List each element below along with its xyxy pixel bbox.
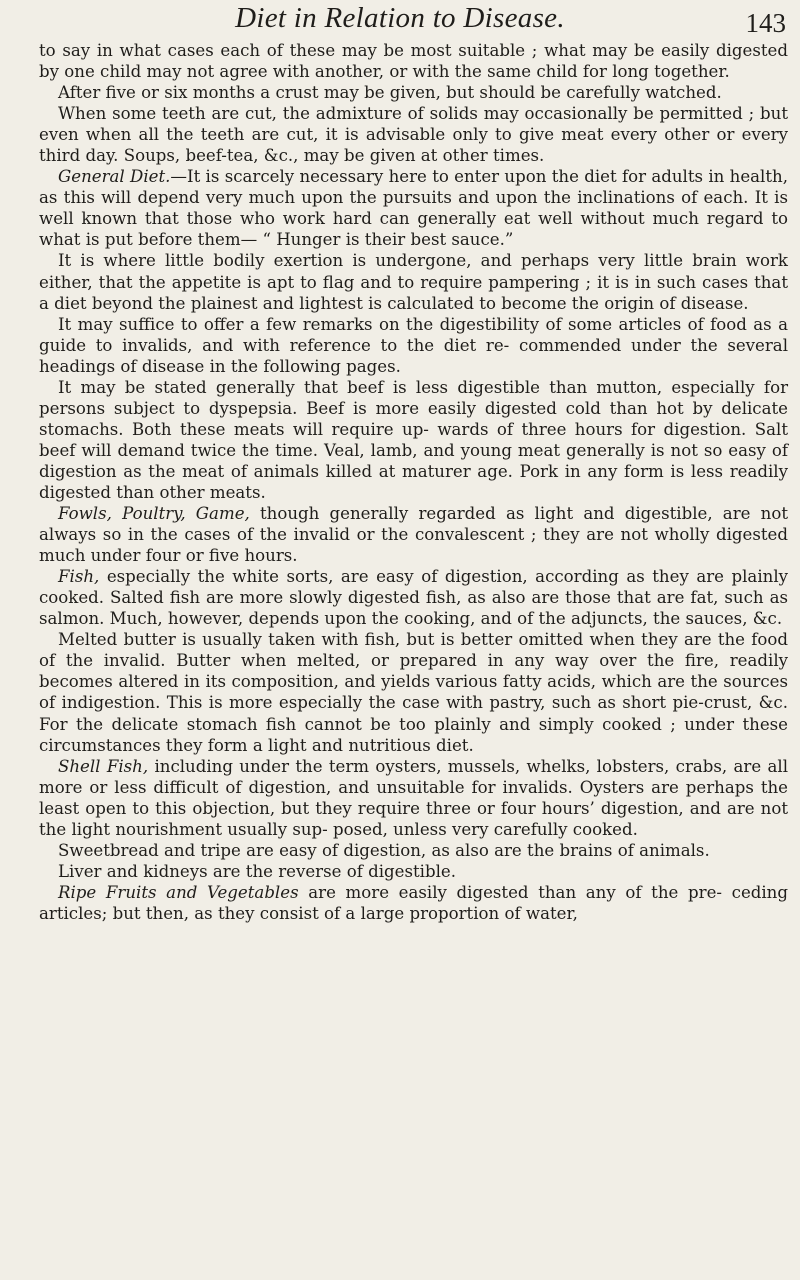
- paragraph-text: It may be stated generally that beef is less digestible than mutton, especially for persons subject to dyspepsia. Beef is more easily digested cold than hot by delicate stomachs. Both these meats will require up- wards of three hours for digestion. Salt beef will demand twice the time. Veal, lamb, and young meat generally is not so easy of digestion as the meat of animals killed at maturer age. Pork in any form is less readily digested than other meats.: [39, 377, 788, 502]
- section-heading: Ripe Fruits and Vegetables: [58, 882, 299, 902]
- paragraph: [39, 82, 788, 103]
- paragraph: [39, 250, 788, 313]
- paragraph: [39, 840, 788, 861]
- paragraph: [39, 566, 788, 629]
- paragraph-text: are more easily digested than any of the pre- ceding articles; but then, as they consist of a large proportion of water,: [39, 882, 788, 923]
- paragraph-text: especially the white sorts, are easy of digestion, according as they are plainly cooked. Salted fish are more slowly digested fish, as also are those that are fat, such as salmon. Much, however, depends upon the cooking, and of the adjuncts, the sauces, &c.: [39, 567, 788, 629]
- section-heading: General Diet.: [58, 167, 171, 187]
- paragraph-text: Melted butter is usually taken with fish, but is better omitted when they are the food of the invalid. Butter when melted, or prepared in any way over the fire, readily becomes altered in its composition, and yields various fatty acids, which are the sources of indigestion. This is more especially the case with pastry, such as short pie-crust, &c. For the delicate stomach fish cannot be too plainly and simply cooked ; under these circumstances they form a light and nutritious diet.: [39, 630, 788, 755]
- paragraph-text: After five or six months a crust may be given, but should be carefully watched.: [58, 83, 722, 103]
- paragraph-text: It may suffice to offer a few remarks on the digestibility of some articles of food as a guide to invalids, and with reference to the diet re- commended under the several headings of disease in the following pages.: [39, 314, 788, 376]
- paragraph-text: When some teeth are cut, the admixture of solids may occasionally be permitted ; but even when all the teeth are cut, it is advisable only to give meat every other or every third day. Soups, beef-tea, &c., may be given at other times.: [39, 104, 788, 166]
- paragraph: [39, 882, 788, 924]
- paragraph: [39, 861, 788, 882]
- page-number: 143: [745, 8, 786, 38]
- section-heading: Fish,: [58, 567, 100, 587]
- section-heading: Shell Fish,: [58, 756, 149, 776]
- section-heading: Fowls, Poultry, Game,: [58, 504, 250, 524]
- paragraph: [39, 503, 788, 566]
- paragraph: [39, 756, 788, 840]
- running-head: Diet in Relation to Disease.: [235, 2, 565, 34]
- paragraph-text: to say in what cases each of these may be most suitable ; what may be easily digested by one child may not agree with another, or with the same child for long together.: [39, 41, 788, 82]
- paragraph: [39, 40, 788, 82]
- paragraph: [39, 314, 788, 377]
- body-text: [39, 40, 788, 924]
- paragraph-text: Sweetbread and tripe are easy of digestion, as also are the brains of animals.: [58, 840, 710, 860]
- paragraph: [39, 166, 788, 250]
- paragraph-text: though generally regarded as light and digestible, are not always so in the cases of the invalid or the convalescent ; they are not wholly digested much under four or five hours.: [39, 504, 788, 566]
- page-header: [0, 0, 800, 40]
- paragraph: [39, 629, 788, 755]
- paragraph: [39, 103, 788, 166]
- paragraph-text: —It is scarcely necessary here to enter upon the diet for adults in health, as this will depend very much upon the pursuits and upon the inclinations of each. It is well known that those who work hard can generally eat well without much regard to what is put before them— “ Hunger is their best sauce.”: [39, 167, 788, 250]
- paragraph-text: including under the term oysters, mussels, whelks, lobsters, crabs, are all more or less difficult of digestion, and unsuitable for invalids. Oysters are perhaps the least open to this objection, but they require three or four hours’ digestion, and are not the light nourishment usually sup- posed, unless very carefully cooked.: [39, 756, 789, 839]
- paragraph-text: Liver and kidneys are the reverse of digestible.: [58, 861, 457, 881]
- paragraph-text: It is where little bodily exertion is undergone, and perhaps very little brain work either, that the appetite is apt to flag and to require pampering ; it is in such cases that a diet beyond the plainest and lightest is calculated to become the origin of disease.: [39, 251, 788, 313]
- paragraph: [39, 377, 788, 503]
